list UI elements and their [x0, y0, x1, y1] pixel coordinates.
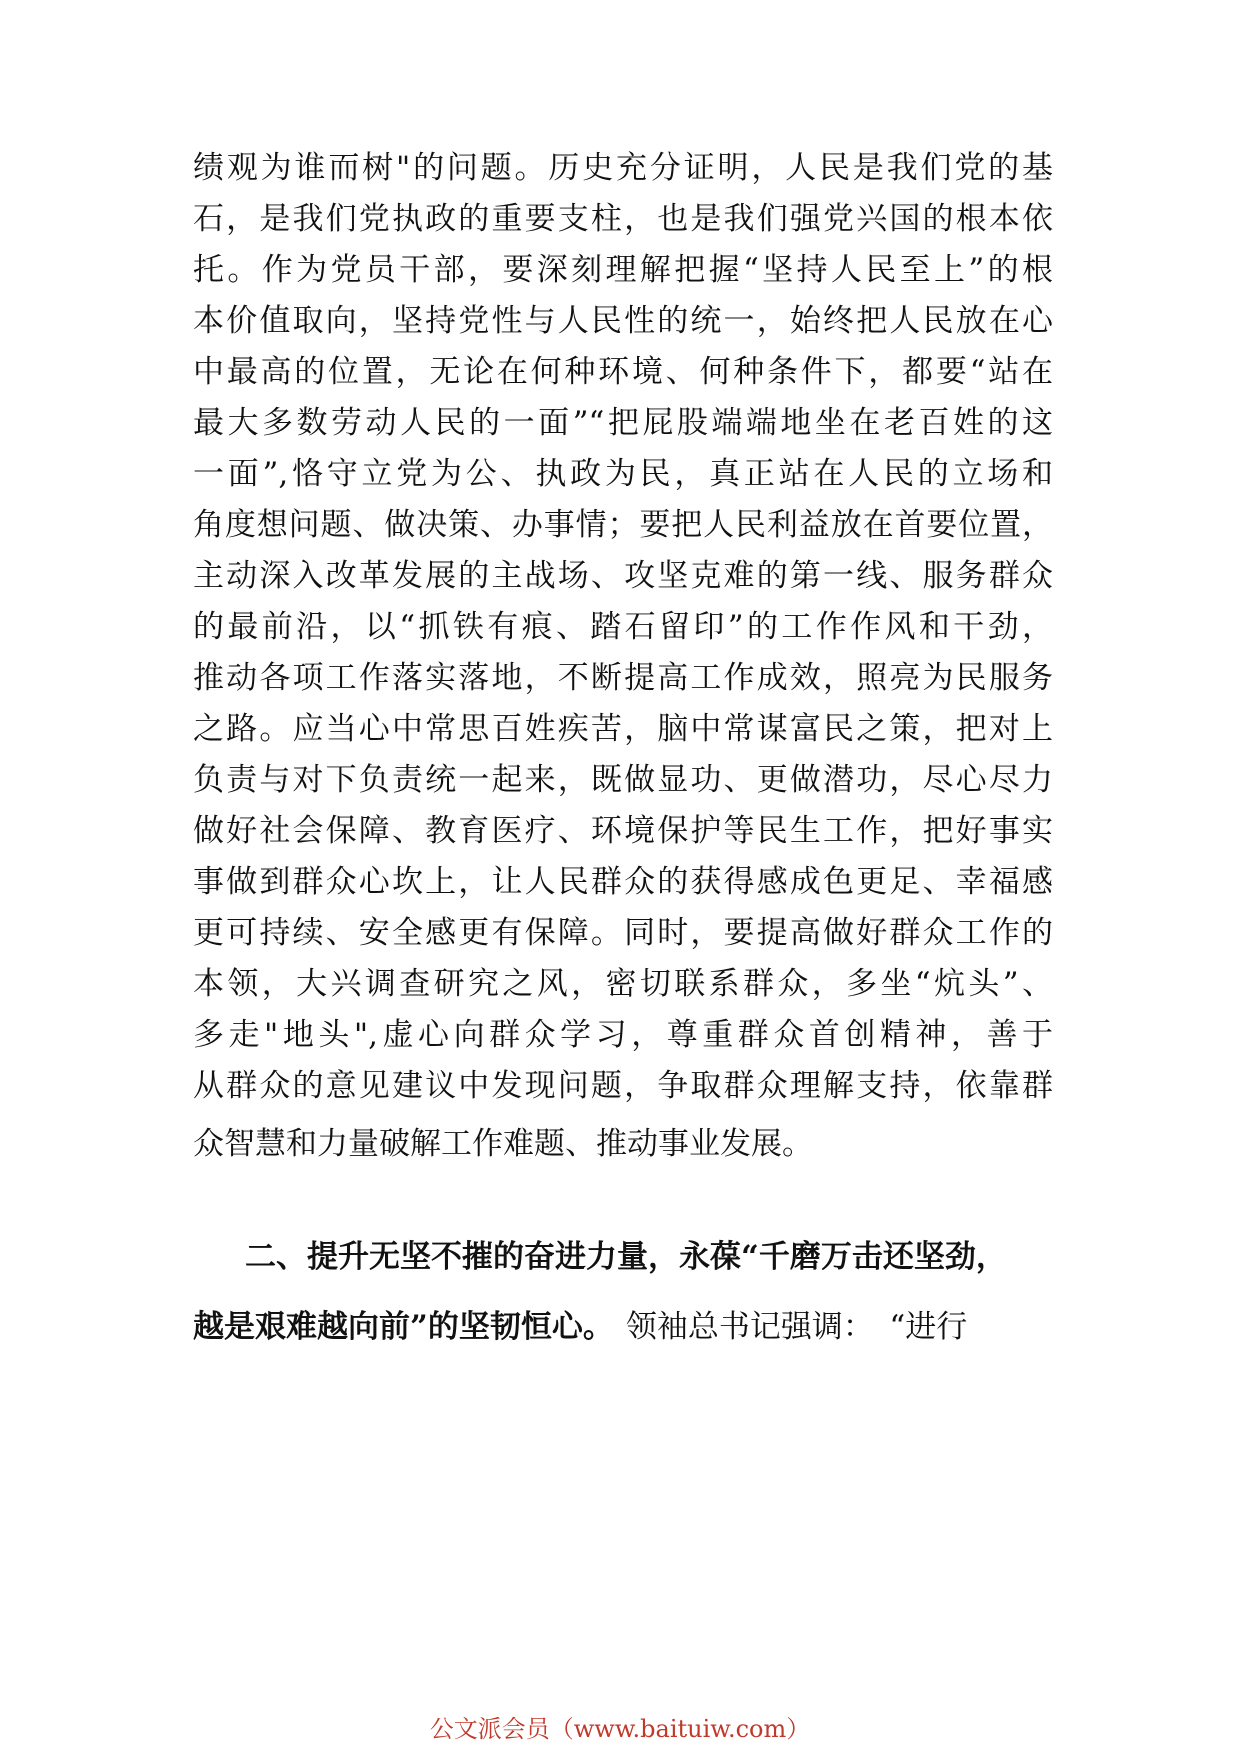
body-line-5: 中最高的位置，无论在何种环境、何种条件下，都要“站在: [193, 354, 1053, 390]
section-heading-bold-text: 越是艰难越向前”的坚韧恒心。: [193, 1309, 614, 1345]
body-line-12: 之路。应当心中常思百姓疾苦，脑中常谋富民之策，把对上: [193, 711, 1053, 747]
body-line-19: 从群众的意见建议中发现问题，争取群众理解支持，依靠群: [193, 1068, 1053, 1104]
body-line-7: 一面”,恪守立党为公、执政为民，真正站在人民的立场和: [193, 456, 1053, 492]
body-line-3: 托。作为党员干部，要深刻理解把握“坚持人民至上”的根: [193, 252, 1053, 288]
body-line-15: 事做到群众心坎上，让人民群众的获得感成色更足、幸福感: [193, 864, 1053, 900]
body-line-16: 更可持续、安全感更有保障。同时，要提高做好群众工作的: [193, 915, 1053, 951]
body-line-14: 做好社会保障、教育医疗、环境保护等民生工作，把好事实: [193, 813, 1053, 849]
body-line-20: 众智慧和力量破解工作难题、推动事业发展。: [193, 1126, 813, 1162]
section-heading-line-2: [193, 1307, 967, 1347]
body-line-8: 角度想问题、做决策、办事情；要把人民利益放在首要位置，: [193, 507, 1053, 543]
body-line-6: 最大多数劳动人民的一面”“把屁股端端地坐在老百姓的这: [193, 405, 1053, 441]
body-line-9: 主动深入改革发展的主战场、攻坚克难的第一线、服务群众: [193, 558, 1053, 594]
body-line-1: 绩观为谁而树"的问题。历史充分证明，人民是我们党的基: [193, 150, 1053, 186]
body-line-17: 本领，大兴调查研究之风，密切联系群众，多坐“炕头”、: [193, 966, 1053, 1002]
body-line-4: 本价值取向，坚持党性与人民性的统一，始终把人民放在心: [193, 303, 1053, 339]
body-line-2: 石，是我们党执政的重要支柱，也是我们强党兴国的根本依: [193, 201, 1053, 237]
body-line-10: 的最前沿，以“抓铁有痕、踏石留印”的工作作风和干劲，: [193, 609, 1053, 645]
body-line-11: 推动各项工作落实落地，不断提高工作成效，照亮为民服务: [193, 660, 1053, 696]
footer-watermark-text: 公文派会员（www.baituiw.com）: [429, 1715, 811, 1743]
section-heading-continuation-text: 领袖总书记强调： “进行: [625, 1309, 968, 1345]
body-line-18: 多走"地头",虚心向群众学习，尊重群众首创精神，善于: [193, 1017, 1053, 1053]
body-line-13: 负责与对下负责统一起来，既做显功、更做潜功，尽心尽力: [193, 762, 1053, 798]
section-heading-line-1: 二、提升无坚不摧的奋进力量，永葆“千磨万击还坚劲，: [245, 1239, 1007, 1275]
